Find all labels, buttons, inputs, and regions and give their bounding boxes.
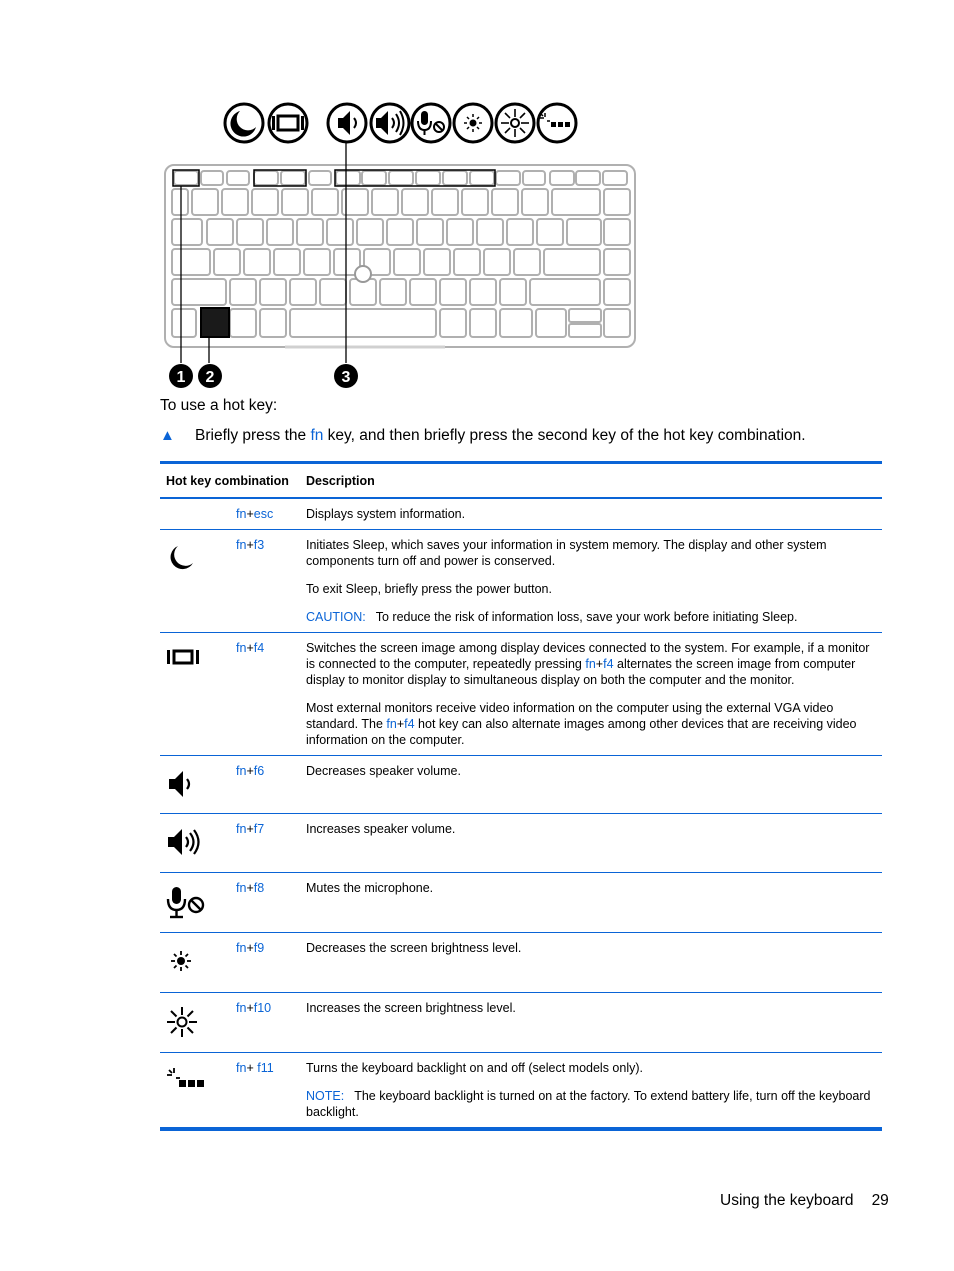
pointing-stick — [355, 266, 371, 282]
table-row — [160, 530, 882, 633]
volume-down-icon — [166, 769, 196, 799]
table-row — [160, 873, 882, 933]
hotkey-table — [160, 461, 882, 1131]
description: Increases speaker volume. — [306, 822, 456, 836]
table-row — [160, 814, 882, 873]
keyboard-outline — [165, 165, 635, 347]
page-number: 29 — [871, 1192, 889, 1209]
highlight-boxes — [173, 170, 495, 186]
brightness-down-icon — [454, 104, 492, 142]
table-row — [160, 633, 882, 756]
table-row — [160, 993, 882, 1053]
sleep-icon — [166, 543, 196, 573]
header-description: Description — [306, 474, 375, 488]
description: Decreases speaker volume. — [306, 764, 461, 778]
step-item — [160, 427, 806, 445]
step-fn-key: fn — [310, 427, 324, 444]
hotkey-combo: fn+f9 — [236, 941, 265, 955]
backlight-icon — [538, 104, 576, 142]
svg-text:2: 2 — [205, 369, 215, 386]
description: Decreases the screen brightness level. — [306, 941, 522, 955]
caution-note: CAUTION: To reduce the risk of information loss, save your work before initiating Sleep. — [306, 610, 798, 624]
sleep-icon — [225, 104, 263, 142]
page-footer — [720, 1192, 889, 1210]
hotkey-combo: fn+esc — [236, 507, 274, 521]
header-hotkey-combination: Hot key combination — [166, 474, 289, 488]
keyboard-figure — [160, 95, 650, 395]
description: Initiates Sleep, which saves your information in system memory. The display and other system components turn off and power is conserved. To exit Sleep, briefly press the power button. CAUTION: To reduce the risk of information loss, save your work before initiating Sleep. — [300, 530, 882, 633]
table-header-row — [160, 463, 882, 499]
description: Mutes the microphone. — [306, 881, 434, 895]
callout-3 — [334, 364, 358, 388]
note: NOTE: The keyboard backlight is turned on at the factory. To extend battery life, turn off the keyboard backlight. — [306, 1089, 871, 1119]
brightness-up-icon — [166, 1006, 198, 1038]
hotkey-combo: fn+f8 — [236, 881, 265, 895]
hotkey-combo: fn+f3 — [236, 538, 265, 552]
hotkey-combo: fn+f4 — [236, 641, 265, 655]
description: Turns the keyboard backlight on and off (select models only). NOTE: The keyboard backlight is turned on at the factory. To extend battery life, turn off the keyboard backlight. — [300, 1053, 882, 1130]
display-switch-icon — [269, 104, 307, 142]
hotkey-combo: fn+f6 — [236, 764, 265, 778]
table-row — [160, 756, 882, 814]
description: Displays system information. — [306, 507, 466, 521]
table-row — [160, 1053, 882, 1130]
hotkey-combo: fn+f10 — [236, 1001, 272, 1015]
hotkey-combo: fn+ f11 — [236, 1061, 274, 1075]
table-row — [160, 933, 882, 993]
display-switch-icon — [166, 646, 200, 668]
intro-text: To use a hot key: — [160, 397, 278, 414]
backlight-icon — [166, 1066, 208, 1092]
table-row — [160, 498, 882, 530]
callout-1 — [169, 364, 193, 388]
footer-section-title: Using the keyboard — [720, 1192, 854, 1209]
svg-text:3: 3 — [341, 369, 351, 386]
icon-cell — [160, 498, 230, 530]
step-text-after: key, and then briefly press the second key of the hot key combination. — [323, 427, 806, 444]
fn-key-highlight — [201, 308, 229, 337]
volume-down-icon — [328, 104, 366, 142]
description: Increases the screen brightness level. — [306, 1001, 516, 1015]
mute-mic-icon — [166, 886, 208, 920]
hotkey-combo: fn+f7 — [236, 822, 265, 836]
callout-2 — [198, 364, 222, 388]
volume-up-icon — [166, 827, 204, 857]
step-text-before: Briefly press the — [195, 427, 311, 444]
mute-mic-icon — [412, 104, 450, 142]
volume-up-icon — [371, 104, 409, 142]
description: Switches the screen image among display devices connected to the system. For example, if a monitor is connected to the computer, repeatedly pressing fn+f4 alternates the screen image from computer display to monitor display to simultaneous display on both the computer and the monitor. Most external monitors receive video information on the computer using the external VGA video standard. The fn+f4 hot key can also alternate images among other devices that are receiving video information on the computer. — [306, 641, 870, 747]
step-bullet: ▲ — [160, 427, 175, 444]
brightness-down-icon — [166, 946, 196, 976]
svg-text:1: 1 — [176, 369, 186, 386]
brightness-up-icon — [496, 104, 534, 142]
